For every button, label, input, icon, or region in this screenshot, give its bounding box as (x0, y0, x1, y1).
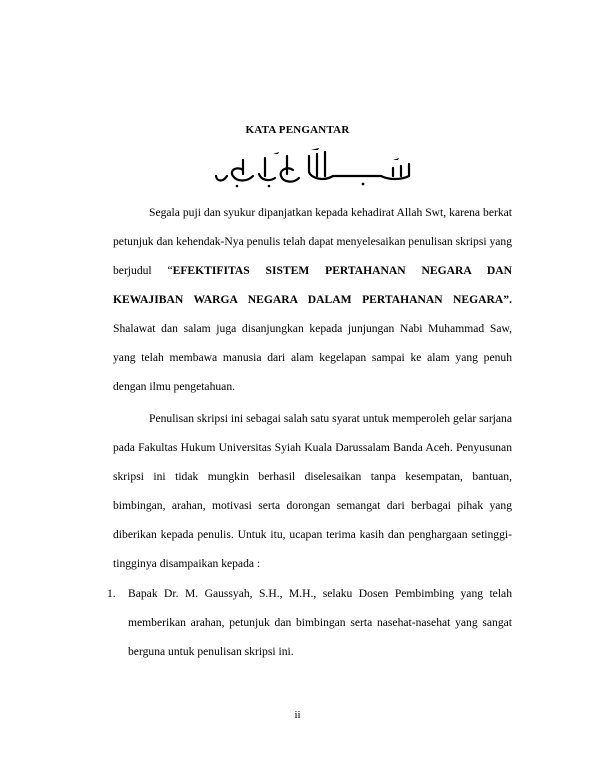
text-line: Penulisan skripsi ini sebagai salah satu syarat untuk memperoleh gelar sarjana (149, 412, 512, 425)
text-line: yang telah membawa manusia dari alam kegelapan sampai ke alam yang penuh (113, 351, 512, 364)
basmalah-calligraphy-graphic (213, 146, 415, 190)
text-line-thesis-title-start (113, 263, 512, 279)
thesis-title-part-2: KEWAJIBAN WARGA NEGARA DALAM PERTAHANAN NEGARA”. (113, 293, 512, 306)
text-line: skripsi ini tidak mungkin berhasil diselesaikan tanpa kesempatan, bantuan, (113, 470, 512, 483)
text-line: bimbingan, arahan, motivasi serta dorongan semangat dari berbagai pihak yang (113, 499, 512, 512)
basmalah-calligraphy (213, 146, 415, 190)
page-title: KATA PENGANTAR (245, 124, 350, 136)
thesis-title-part-1: EFEKTIFITAS SISTEM PERTAHANAN NEGARA DAN (172, 264, 512, 277)
text-line: Shalawat dan salam juga disanjungkan kepada junjungan Nabi Muhammad Saw, (113, 322, 512, 335)
list-item-line: memberikan arahan, petunjuk dan bimbingan serta nasehat-nasehat yang sangat (128, 616, 512, 629)
text-line: pada Fakultas Hukum Universitas Syiah Kuala Darussalam Banda Aceh. Penyusunan (113, 441, 512, 454)
text-line: tingginya disampaikan kepada : (113, 557, 261, 570)
text-line: dengan ilmu pengetahuan. (113, 380, 236, 393)
text-line-thesis-title-end (113, 292, 512, 308)
list-item-line: Bapak Dr. M. Gaussyah, S.H., M.H., selaku Dosen Pembimbing yang telah (128, 587, 512, 600)
list-item-line: berguna untuk penulisan skripsi ini. (128, 645, 294, 658)
list-item-number: 1. (107, 587, 116, 600)
text-prefix: berjudul “ (113, 264, 173, 277)
text-line: petunjuk dan kehendak-Nya penulis telah dapat menyelesaikan penulisan skripsi yang (113, 235, 512, 248)
page-number: ii (294, 709, 301, 721)
text-line: diberikan kepada penulis. Untuk itu, ucapan terima kasih dan penghargaan setinggi- (113, 528, 512, 541)
text-line: Segala puji dan syukur dipanjatkan kepada kehadirat Allah Swt, karena berkat (149, 206, 512, 219)
